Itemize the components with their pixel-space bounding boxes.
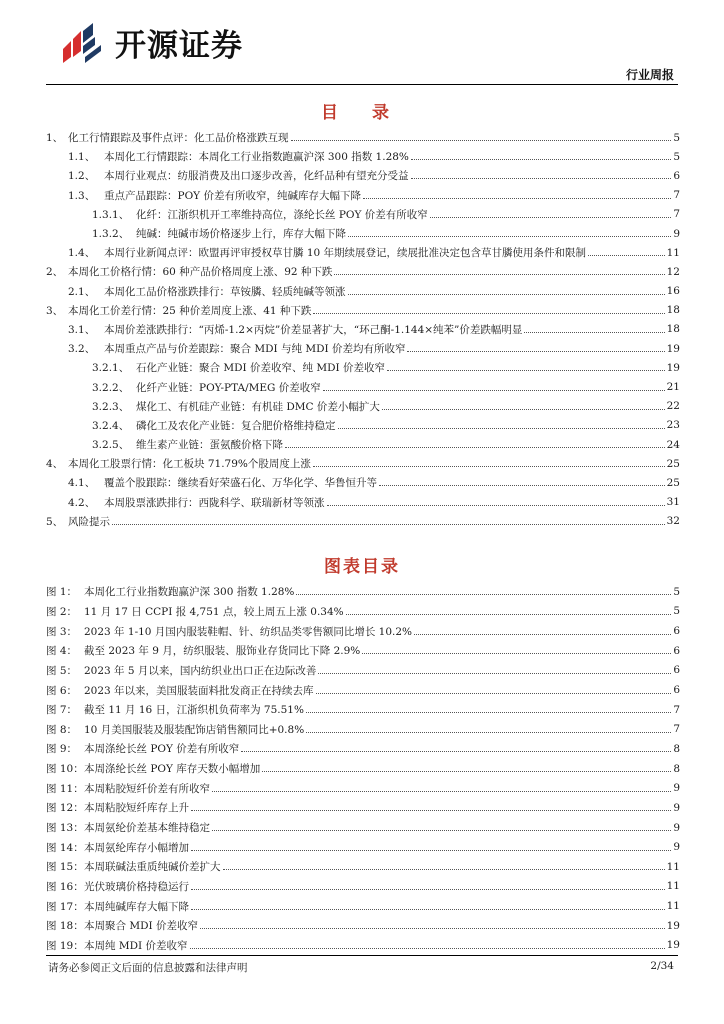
toc-entry[interactable] — [46, 377, 680, 396]
figure-entry[interactable] — [46, 916, 680, 936]
entry-page: 31 — [666, 496, 680, 509]
dot-leader — [212, 830, 671, 831]
entry-number: 3.2.2、 — [92, 381, 130, 394]
dot-leader — [262, 771, 671, 772]
entry-page: 9 — [673, 782, 680, 795]
dot-leader — [588, 255, 665, 256]
dot-leader — [407, 351, 664, 352]
entry-number: 1、 — [46, 132, 64, 145]
figure-entry[interactable] — [46, 719, 680, 739]
entry-title: 本周氨纶库存小幅增加 — [84, 841, 189, 854]
entry-page: 6 — [673, 625, 680, 638]
entry-title: 化工行情跟踪及事件点评：化工品价格涨跌互现 — [68, 132, 289, 145]
toc-entry[interactable] — [46, 493, 680, 512]
toc-entry[interactable] — [46, 416, 680, 435]
dot-leader — [348, 294, 665, 295]
dot-leader — [334, 274, 664, 275]
dot-leader — [223, 869, 665, 870]
entry-number: 图 2： — [46, 605, 78, 618]
entry-number: 3、 — [46, 304, 64, 317]
entry-number: 图 10： — [46, 763, 84, 776]
dot-leader — [430, 217, 672, 218]
toc-entry[interactable] — [46, 435, 680, 454]
dot-leader — [212, 791, 671, 792]
toc-entry[interactable] — [46, 397, 680, 416]
footer-divider — [46, 955, 678, 956]
entry-number: 图 3： — [46, 625, 78, 638]
entry-page: 32 — [666, 515, 680, 528]
toc-entry[interactable] — [46, 224, 680, 243]
figure-entry[interactable] — [46, 661, 680, 681]
entry-title: 本周涤纶长丝 POY 库存天数小幅增加 — [84, 763, 261, 776]
figure-entry[interactable] — [46, 582, 680, 602]
entry-page: 7 — [673, 189, 680, 202]
entry-title: 2023 年以来，美国服装面料批发商正在持续去库 — [84, 684, 314, 697]
toc-entry[interactable] — [46, 186, 680, 205]
entry-title: 截至 11 月 16 日，江浙织机负荷率为 75.51% — [84, 704, 304, 717]
entry-page: 24 — [666, 438, 680, 451]
entry-number: 5、 — [46, 515, 64, 528]
dot-leader — [241, 751, 671, 752]
entry-number: 图 7： — [46, 704, 78, 717]
entry-title: 本周化工行情跟踪：本周化工行业指数跑赢沪深 300 指数 1.28% — [104, 151, 409, 164]
dot-leader — [306, 732, 671, 733]
figure-entry[interactable] — [46, 798, 680, 818]
header-divider — [46, 84, 678, 85]
dot-leader — [200, 928, 665, 929]
dot-leader — [191, 810, 671, 811]
entry-page: 11 — [666, 880, 680, 893]
entry-number: 图 19： — [46, 939, 84, 952]
entry-title: 2023 年 5 月以来，国内纺织业出口正在边际改善 — [84, 664, 317, 677]
entry-title: 磷化工及农化产业链：复合肥价格维持稳定 — [136, 419, 336, 432]
entry-title: 本周价差涨跌排行：“丙烯-1.2×丙烷”价差显著扩大，“环己酮-1.144×纯苯”价差跌幅明显 — [104, 323, 523, 336]
toc-entry[interactable] — [46, 454, 680, 473]
entry-page: 9 — [673, 841, 680, 854]
dot-leader — [313, 466, 665, 467]
entry-number: 3.2.3、 — [92, 400, 130, 413]
entry-page: 5 — [673, 131, 680, 144]
entry-page: 11 — [666, 246, 680, 259]
figure-entry[interactable] — [46, 896, 680, 916]
toc-list — [46, 128, 680, 531]
dot-leader — [191, 909, 665, 910]
entry-title: 本周纯碱库存大幅下降 — [84, 900, 189, 913]
entry-page: 18 — [666, 323, 680, 336]
entry-page: 9 — [673, 821, 680, 834]
entry-number: 3.1、 — [68, 323, 96, 336]
entry-page: 11 — [666, 900, 680, 913]
figure-entry[interactable] — [46, 818, 680, 838]
entry-number: 图 6： — [46, 684, 78, 697]
entry-title: 光伏玻璃价格持稳运行 — [84, 880, 189, 893]
entry-title: 维生素产业链：蛋氨酸价格下降 — [136, 439, 283, 452]
dot-leader — [363, 198, 671, 199]
dot-leader — [411, 178, 672, 179]
entry-title: 本周化工行业指数跑赢沪深 300 指数 1.28% — [84, 586, 295, 599]
entry-page: 5 — [673, 605, 680, 618]
toc-entry[interactable] — [46, 147, 680, 166]
figure-entry[interactable] — [46, 936, 680, 956]
entry-title: 化纤产业链：POY-PTA/MEG 价差收窄 — [136, 381, 321, 394]
figure-entry[interactable] — [46, 700, 680, 720]
entry-title: 本周行业观点：纺服消费及出口逐步改善，化纤品种有望充分受益 — [104, 170, 409, 183]
dot-leader — [387, 370, 665, 371]
entry-number: 图 12： — [46, 802, 84, 815]
dot-leader — [191, 850, 671, 851]
entry-page: 22 — [666, 400, 680, 413]
entry-number: 2.1、 — [68, 285, 96, 298]
entry-page: 8 — [673, 742, 680, 755]
toc-entry[interactable] — [46, 473, 680, 492]
logo-icon — [61, 21, 107, 63]
entry-title: 本周行业新闻点评：欧盟再评审授权草甘膦 10 年期续展登记，续展批准决定包含草甘膦使用条件和限制 — [104, 247, 587, 260]
dot-leader — [411, 159, 671, 160]
entry-page: 18 — [666, 304, 680, 317]
dot-leader — [313, 313, 664, 314]
entry-page: 6 — [673, 664, 680, 677]
dot-leader — [285, 447, 665, 448]
entry-page: 25 — [666, 476, 680, 489]
toc-title: 目 录 — [321, 103, 403, 123]
toc-entry[interactable] — [46, 358, 680, 377]
entry-number: 2、 — [46, 266, 64, 279]
entry-number: 3.2、 — [68, 343, 96, 356]
entry-number: 图 9： — [46, 743, 78, 756]
entry-title: 化纤：江浙织机开工率维持高位，涤纶长丝 POY 价差有所收窄 — [136, 208, 428, 221]
entry-page: 8 — [673, 762, 680, 775]
dot-leader — [346, 614, 672, 615]
entry-number: 1.3、 — [68, 189, 96, 202]
toc-entry[interactable] — [46, 512, 680, 531]
entry-number: 图 1： — [46, 586, 78, 599]
entry-title: 10 月美国服装及服装配饰店销售额同比+0.8% — [84, 723, 305, 736]
toc-entry[interactable] — [46, 166, 680, 185]
entry-title: 本周股票涨跌排行：西陇科学、联瑞新材等领涨 — [104, 496, 325, 509]
entry-page: 12 — [666, 265, 680, 278]
entry-number: 图 16： — [46, 880, 84, 893]
entry-title: 本周联碱法重质纯碱价差扩大 — [84, 861, 221, 874]
entry-title: 截至 2023 年 9 月，纺织服装、服饰业存货同比下降 2.9% — [84, 645, 361, 658]
entry-title: 风险提示 — [68, 515, 110, 528]
logo-text: 开源证券 — [115, 27, 243, 64]
page-number: 2/34 — [650, 960, 674, 972]
toc-entry[interactable] — [46, 301, 680, 320]
dot-leader — [379, 485, 665, 486]
toc-entry[interactable] — [46, 128, 680, 147]
entry-page: 6 — [673, 169, 680, 182]
dot-leader — [190, 948, 665, 949]
entry-title: 纯碱：纯碱市场价格逐步上行，库存大幅下降 — [136, 228, 346, 241]
entry-number: 图 13： — [46, 822, 84, 834]
figure-entry[interactable] — [46, 778, 680, 798]
footer-disclaimer: 请务必参阅正文后面的信息披露和法律声明 — [48, 962, 248, 974]
entry-title: 本周氨纶价差基本维持稳定 — [84, 822, 210, 834]
entry-number: 图 17： — [46, 900, 84, 913]
dot-leader — [316, 693, 672, 694]
entry-number: 图 14： — [46, 841, 84, 854]
entry-page: 19 — [666, 361, 680, 374]
dot-leader — [112, 524, 665, 525]
entry-number: 图 4： — [46, 645, 78, 658]
dot-leader — [382, 409, 665, 410]
dot-leader — [524, 332, 664, 333]
toc-entry[interactable] — [46, 205, 680, 224]
brand-logo — [61, 20, 243, 64]
report-type-label: 行业周报 — [625, 68, 674, 82]
entry-title: 覆盖个股跟踪：继续看好荣盛石化、万华化学、华鲁恒升等 — [104, 477, 377, 490]
figure-entry[interactable] — [46, 602, 680, 622]
entry-number: 图 15： — [46, 861, 84, 874]
figure-entry[interactable] — [46, 680, 680, 700]
entry-page: 7 — [673, 703, 680, 716]
entry-number: 1.2、 — [68, 170, 96, 183]
entry-title: 本周纯 MDI 价差收窄 — [84, 939, 188, 952]
entry-title: 本周化工价格行情：60 种产品价格周度上涨、92 种下跌 — [68, 266, 333, 279]
dot-leader — [291, 140, 672, 141]
figure-entry[interactable] — [46, 759, 680, 779]
entry-number: 3.2.5、 — [92, 439, 130, 452]
entry-title: 重点产品跟踪：POY 价差有所收窄，纯碱库存大幅下降 — [104, 189, 361, 202]
entry-title: 本周化工股票行情：化工板块 71.79%个股周度上涨 — [68, 458, 311, 471]
entry-number: 4.1、 — [68, 477, 96, 490]
entry-page: 23 — [666, 419, 680, 432]
entry-title: 11 月 17 日 CCPI 报 4,751 点，较上周五上涨 0.34% — [84, 605, 344, 618]
entry-number: 4、 — [46, 458, 64, 471]
entry-title: 本周粘胶短纤库存上升 — [84, 802, 189, 815]
entry-number: 1.3.1、 — [92, 208, 130, 221]
entry-number: 4.2、 — [68, 496, 96, 509]
figure-entry[interactable] — [46, 739, 680, 759]
entry-number: 3.2.1、 — [92, 362, 130, 375]
entry-page: 6 — [673, 644, 680, 657]
dot-leader — [414, 634, 671, 635]
entry-page: 6 — [673, 684, 680, 697]
entry-title: 本周涤纶长丝 POY 价差有所收窄 — [84, 743, 240, 756]
entry-number: 1.4、 — [68, 247, 96, 260]
figure-entry[interactable] — [46, 621, 680, 641]
dot-leader — [327, 505, 665, 506]
entry-title: 石化产业链：聚合 MDI 价差收窄、纯 MDI 价差收窄 — [136, 362, 385, 375]
entry-title: 本周化工品价格涨跌排行：草铵膦、轻质纯碱等领涨 — [104, 285, 346, 298]
entry-title: 2023 年 1-10 月国内服装鞋帽、针、纺织品类零售额同比增长 10.2% — [84, 625, 413, 638]
dot-leader — [362, 653, 671, 654]
toc-entry[interactable] — [46, 320, 680, 339]
entry-page: 16 — [666, 285, 680, 298]
dot-leader — [318, 673, 671, 674]
entry-title: 本周聚合 MDI 价差收窄 — [84, 920, 198, 933]
entry-page: 19 — [666, 919, 680, 932]
entry-title: 煤化工、有机硅产业链：有机硅 DMC 价差小幅扩大 — [136, 400, 380, 413]
dot-leader — [306, 712, 671, 713]
dot-leader — [191, 889, 665, 890]
entry-page: 21 — [666, 381, 680, 394]
entry-number: 图 11： — [46, 782, 84, 795]
entry-page: 5 — [673, 150, 680, 163]
figure-entry[interactable] — [46, 877, 680, 897]
toc-entry[interactable] — [46, 262, 680, 281]
entry-page: 7 — [673, 723, 680, 736]
entry-number: 图 5： — [46, 664, 78, 677]
entry-page: 11 — [666, 860, 680, 873]
entry-page: 19 — [666, 939, 680, 952]
entry-page: 5 — [673, 585, 680, 598]
toc-entry[interactable] — [46, 243, 680, 262]
figure-entry[interactable] — [46, 857, 680, 877]
dot-leader — [323, 390, 665, 391]
entry-title: 本周化工价差行情：25 种价差周度上涨、41 种下跌 — [68, 304, 312, 317]
figure-entry[interactable] — [46, 837, 680, 857]
entry-title: 本周重点产品与价差跟踪：聚合 MDI 与纯 MDI 价差均有所收窄 — [104, 343, 406, 356]
figures-title: 图表目录 — [324, 557, 400, 577]
entry-number: 1.3.2、 — [92, 228, 130, 241]
dot-leader — [338, 428, 665, 429]
dot-leader — [296, 594, 671, 595]
entry-number: 1.1、 — [68, 151, 96, 164]
entry-number: 图 18： — [46, 920, 84, 933]
entry-page: 19 — [666, 342, 680, 355]
dot-leader — [348, 236, 671, 237]
figures-list — [46, 582, 680, 955]
figure-entry[interactable] — [46, 641, 680, 661]
entry-number: 图 8： — [46, 723, 78, 736]
entry-page: 7 — [673, 208, 680, 221]
entry-page: 25 — [666, 457, 680, 470]
entry-title: 本周粘胶短纤价差有所收窄 — [84, 782, 210, 795]
entry-page: 9 — [673, 227, 680, 240]
toc-entry[interactable] — [46, 282, 680, 301]
entry-number: 3.2.4、 — [92, 419, 130, 432]
toc-entry[interactable] — [46, 339, 680, 358]
entry-page: 9 — [673, 801, 680, 814]
